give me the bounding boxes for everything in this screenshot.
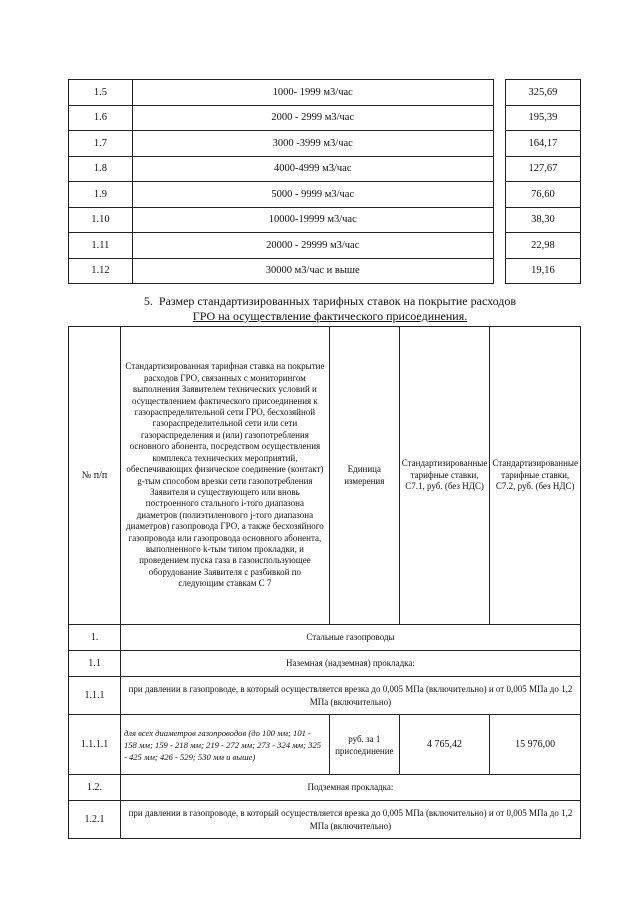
- header-unit: Единица измерения: [329, 327, 399, 625]
- table-row: [69, 775, 581, 801]
- rate-gap: [493, 131, 505, 157]
- row-c71-value: 4 765,42: [399, 715, 490, 775]
- row-num: 1.2.: [69, 775, 121, 801]
- table-row: [69, 651, 581, 677]
- rate-value: 19,16: [505, 258, 580, 284]
- table-row: [69, 625, 581, 651]
- rate-range: 3000 -3999 м3/час: [132, 131, 493, 157]
- row-num: 1.1.1: [69, 677, 121, 715]
- rate-gap: [493, 105, 505, 131]
- rate-num: 1.12: [69, 258, 133, 284]
- rate-value: 76,60: [505, 182, 580, 208]
- rate-num: 1.8: [69, 156, 133, 182]
- rate-range: 4000-4999 м3/час: [132, 156, 493, 182]
- row-num: 1.2.1: [69, 801, 121, 839]
- rate-value: 127,67: [505, 156, 580, 182]
- header-c72: Стандартизированные тарифные ставки, С7.2, руб. (без НДС): [490, 327, 581, 625]
- rate-table: [68, 79, 581, 284]
- section-title-line2: ГРО на осуществление фактического присоединения.: [192, 309, 468, 323]
- rate-num: 1.11: [69, 233, 133, 259]
- rate-value: 195,39: [505, 105, 580, 131]
- row-c72-value: 15 976,00: [490, 715, 581, 775]
- rate-value: 164,17: [505, 131, 580, 157]
- rate-gap: [493, 182, 505, 208]
- row-unit: руб. за 1 присоединение: [329, 715, 399, 775]
- row-text: при давлении в газопроводе, в который осуществляется врезка до 0,005 МПа (включительно) и от 0,005 МПа до 1,2 МПа (включительно): [120, 801, 580, 839]
- table-row: [69, 677, 581, 715]
- row-num: 1.1.1.1: [69, 715, 121, 775]
- tariff-table: [68, 326, 581, 839]
- table-header-row: [69, 327, 581, 625]
- rate-num: 1.10: [69, 207, 133, 233]
- rate-num: 1.9: [69, 182, 133, 208]
- row-text: Наземная (надземная) прокладка:: [120, 651, 580, 677]
- table-row: [69, 715, 581, 775]
- rate-row: [69, 182, 581, 208]
- rate-gap: [493, 258, 505, 284]
- header-c71: Стандартизированные тарифные ставки, С7.1, руб. (без НДС): [399, 327, 490, 625]
- rate-row: [69, 131, 581, 157]
- rate-num: 1.7: [69, 131, 133, 157]
- rate-num: 1.5: [69, 80, 133, 106]
- rate-range: 5000 - 9999 м3/час: [132, 182, 493, 208]
- section-heading: [120, 294, 540, 324]
- section-title-line1: Размер стандартизированных тарифных ставок на покрытие расходов: [158, 294, 517, 308]
- header-description: Стандартизированная тарифная ставка на покрытие расходов ГРО, связанных с мониторингом выполнения Заявителем технических условий и осуществлением фактического присоединения к газораспределительной сети ГРО, бесхозяйной газораспределительной сети или сети газораспределения и (или) газопотребления основного абонента, посредством осуществления комплекса технических мероприятий, обеспечивающих физическое соединение (контакт) g-тым способом врезки сети газопотребления Заявителя и существующего или вновь построенного стального i-того диапазона диаметров (полиэтиленового j-того диапазона диаметров) газопровода ГРО, а также бесхозяйного газопровода или газопровода основного абонента, выполненного k-тым типом прокладки, и проведением пуска газа в газоиспользующее оборудование Заявителя с разбивкой по следующим ставкам С 7: [120, 327, 329, 625]
- rate-row: [69, 156, 581, 182]
- rate-row: [69, 258, 581, 284]
- rate-value: 325,69: [505, 80, 580, 106]
- rate-value: 22,98: [505, 233, 580, 259]
- rate-value: 38,30: [505, 207, 580, 233]
- rate-gap: [493, 233, 505, 259]
- row-num: 1.1: [69, 651, 121, 677]
- rate-gap: [493, 156, 505, 182]
- row-text: при давлении в газопроводе, в который осуществляется врезка до 0,005 МПа (включительно) и от 0,005 МПа до 1,2 МПа (включительно): [120, 677, 580, 715]
- rate-row: [69, 207, 581, 233]
- rate-num: 1.6: [69, 105, 133, 131]
- rate-gap: [493, 207, 505, 233]
- rate-gap: [493, 80, 505, 106]
- rate-range: 20000 - 29999 м3/час: [132, 233, 493, 259]
- section-number: 5.: [143, 294, 153, 308]
- table-row: [69, 801, 581, 839]
- rate-range: 10000-19999 м3/час: [132, 207, 493, 233]
- rate-range: 2000 - 2999 м3/час: [132, 105, 493, 131]
- row-text: Подземная прокладка:: [120, 775, 580, 801]
- row-num: 1.: [69, 625, 121, 651]
- rate-row: [69, 80, 581, 106]
- row-text: Стальные газопроводы: [120, 625, 580, 651]
- rate-row: [69, 105, 581, 131]
- header-num: № п/п: [69, 327, 121, 625]
- rate-range: 1000- 1999 м3/час: [132, 80, 493, 106]
- row-text: для всех диаметров газопроводов (до 100 мм; 101 - 158 мм; 159 - 218 мм; 219 - 272 мм; 273 - 324 мм; 325 - 425 мм; 426 - 529; 530 мм и выше): [120, 715, 329, 775]
- rate-range: 30000 м3/час и выше: [132, 258, 493, 284]
- rate-row: [69, 233, 581, 259]
